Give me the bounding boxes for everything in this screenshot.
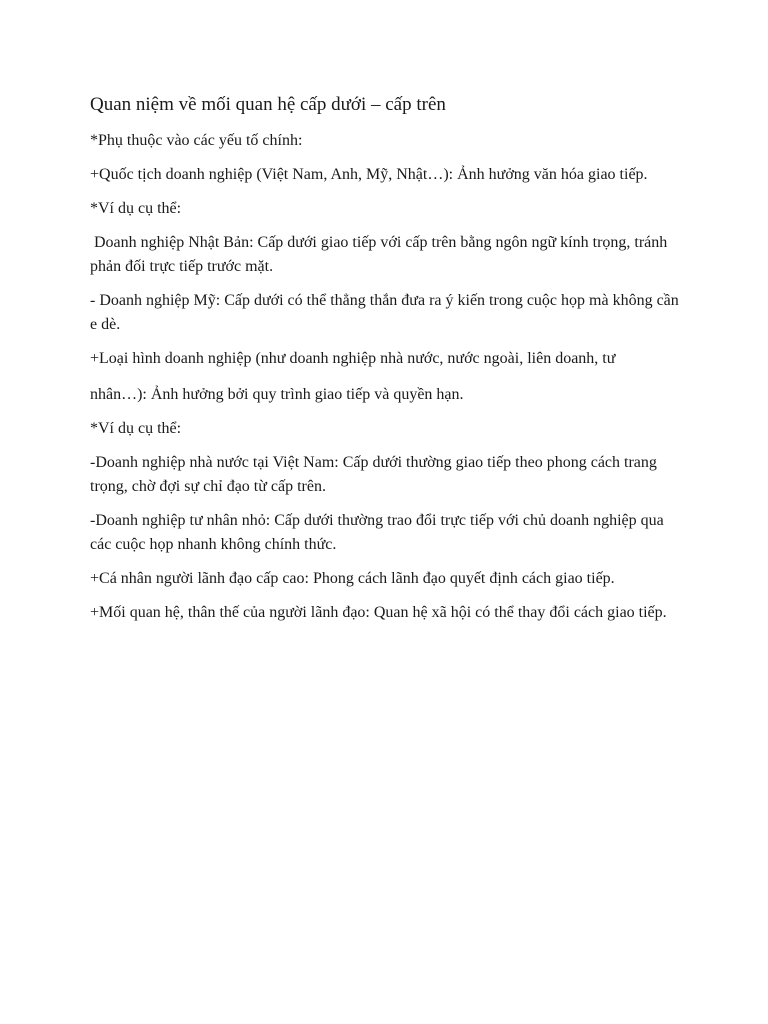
document-title: Quan niệm về mối quan hệ cấp dưới – cấp trên	[90, 94, 446, 115]
paragraph-japan-example: Doanh nghiệp Nhật Bản: Cấp dưới giao tiếp với cấp trên bằng ngôn ngữ kính trọng, tránh phản đối trực tiếp trước mặt.	[90, 234, 672, 275]
paragraph-private-enterprise-example: -Doanh nghiệp tư nhân nhỏ: Cấp dưới thường trao đổi trực tiếp với chủ doanh nghiệp qua các cuộc họp nhanh không chính thức.	[90, 512, 668, 553]
paragraph-example-heading-2: *Ví dụ cụ thể:	[90, 420, 182, 437]
paragraph-nationality: +Quốc tịch doanh nghiệp (Việt Nam, Anh, Mỹ, Nhật…): Ảnh hưởng văn hóa giao tiếp.	[90, 166, 648, 183]
paragraph-senior-leader: +Cá nhân người lãnh đạo cấp cao: Phong cách lãnh đạo quyết định cách giao tiếp.	[90, 570, 615, 587]
paragraph-enterprise-type-continued: nhân…): Ảnh hưởng bởi quy trình giao tiếp và quyền hạn.	[90, 386, 464, 403]
paragraph-enterprise-type: +Loại hình doanh nghiệp (như doanh nghiệp nhà nước, nước ngoài, liên doanh, tư	[90, 350, 616, 367]
paragraph-state-enterprise-example: -Doanh nghiệp nhà nước tại Việt Nam: Cấp dưới thường giao tiếp theo phong cách trang trọng, chờ đợi sự chỉ đạo từ cấp trên.	[90, 454, 661, 495]
paragraph-usa-example: - Doanh nghiệp Mỹ: Cấp dưới có thể thẳng thắn đưa ra ý kiến trong cuộc họp mà không cần e dè.	[90, 292, 683, 333]
document-body	[90, 93, 683, 635]
paragraph-example-heading: *Ví dụ cụ thể:	[90, 200, 182, 217]
paragraph-leader-relationships: +Mối quan hệ, thân thế của người lãnh đạo: Quan hệ xã hội có thể thay đổi cách giao tiếp.	[90, 604, 667, 621]
paragraph-dependency-intro: *Phụ thuộc vào các yếu tố chính:	[90, 132, 303, 149]
